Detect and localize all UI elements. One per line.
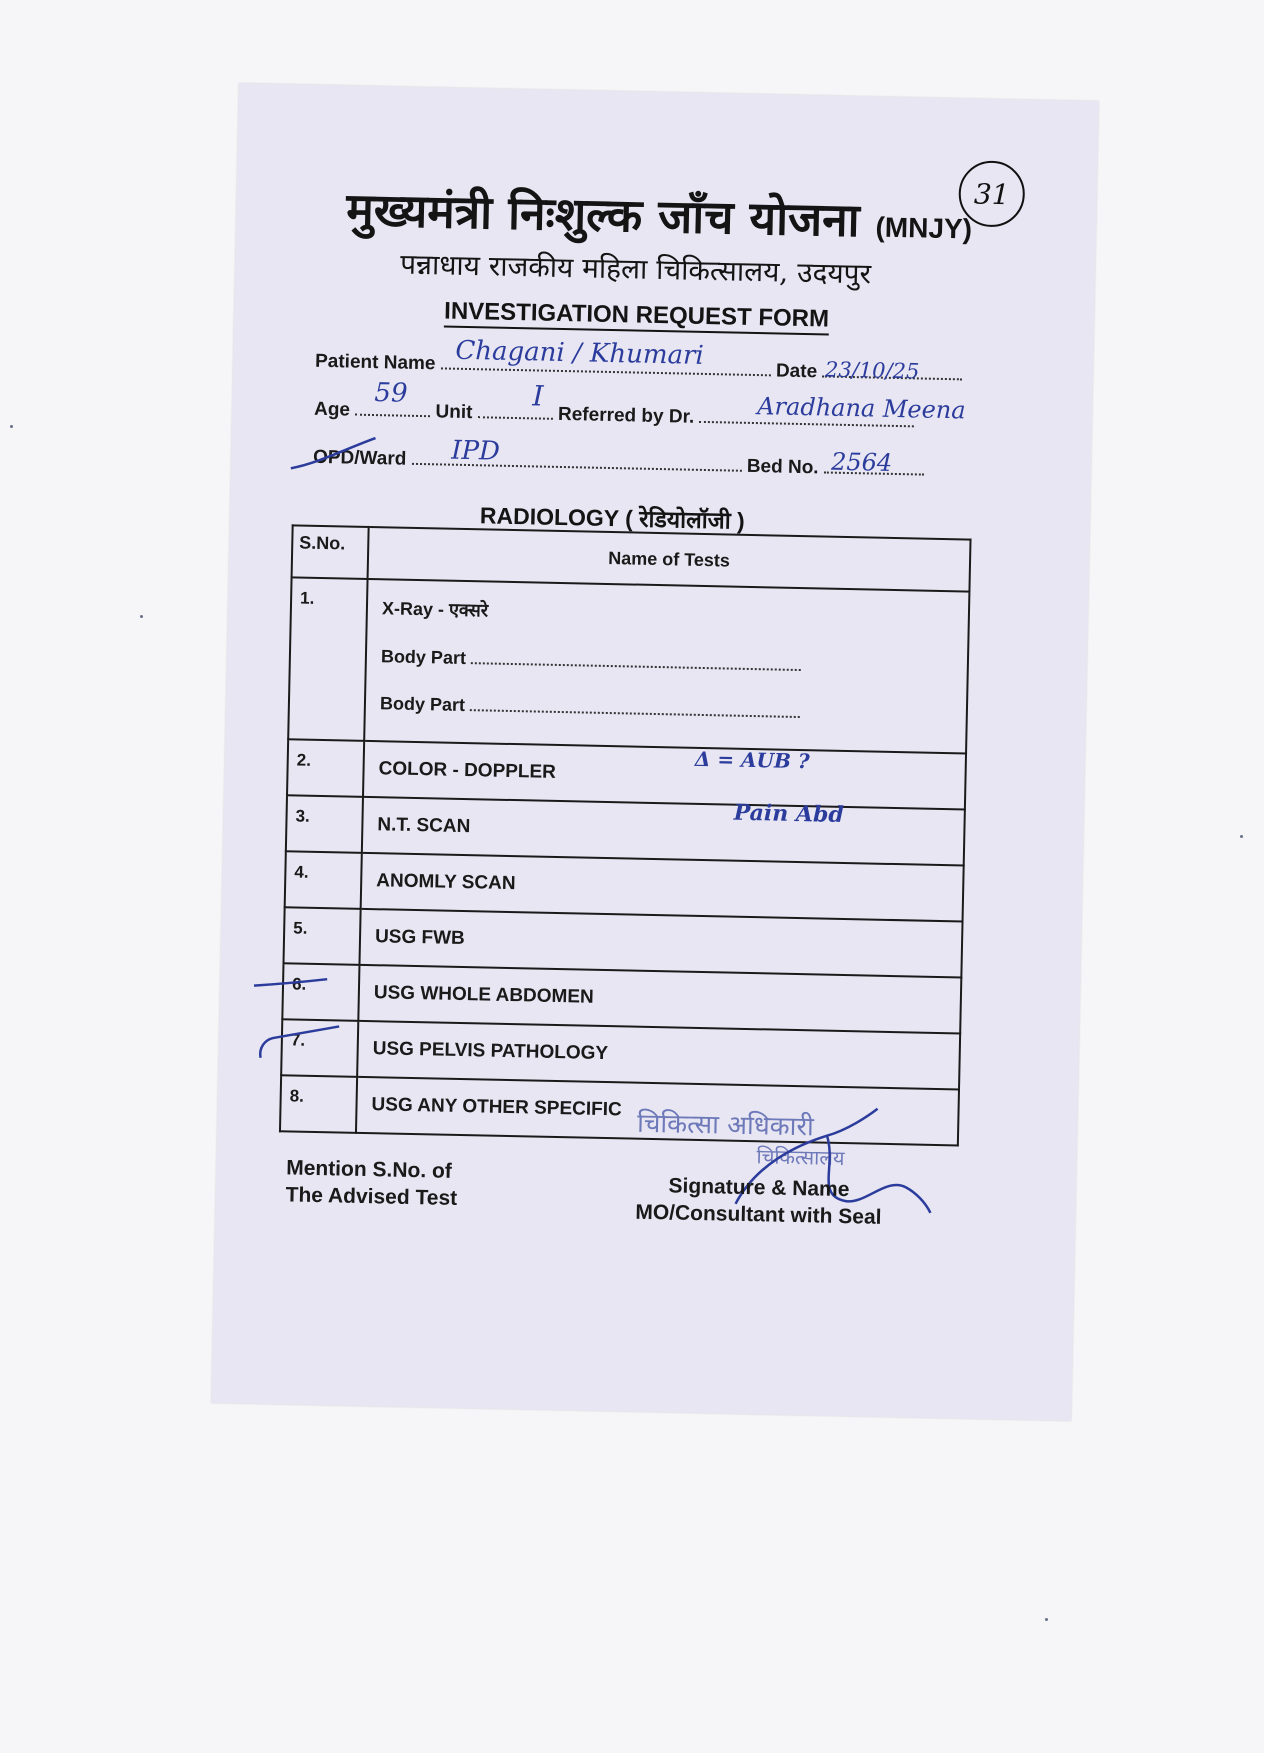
consultant-seal-label: MO/Consultant with Seal — [635, 1200, 882, 1229]
body-part-label: Body Part — [379, 693, 466, 716]
radiology-tests-table — [279, 524, 972, 1146]
official-stamp-line-2: चिकित्सालय — [756, 1144, 845, 1171]
mention-line-1: Mention S.No. of — [285, 1156, 453, 1183]
test-name: USG WHOLE ABDOMEN — [358, 965, 961, 1034]
test-name-header: Name of Tests — [368, 527, 971, 592]
unit-label: Unit — [435, 401, 473, 424]
test-name: ANOMLY SCAN — [361, 853, 964, 922]
xray-cell — [364, 579, 969, 754]
scan-speck — [1045, 1618, 1048, 1621]
opd-strike-mark-icon — [289, 434, 380, 476]
investigation-form-sheet — [211, 83, 1098, 1421]
body-part-line-2 — [380, 693, 952, 726]
signature-block — [635, 1172, 882, 1231]
test-name: USG PELVIS PATHOLOGY — [357, 1021, 960, 1090]
xray-label: X-Ray - एक्सरे — [381, 598, 489, 621]
tick-mark-icon — [252, 974, 332, 996]
mention-line-2: The Advised Test — [285, 1183, 458, 1210]
scheme-title-hindi: मुख्यमंत्री निःशुल्क जाँच योजना — [345, 182, 861, 248]
diagnosis-note: Δ = AUB ? — [694, 746, 810, 774]
bed-no-value: 2564 — [830, 447, 893, 477]
scheme-title — [346, 177, 1047, 254]
body-part-line-1 — [381, 646, 953, 679]
test-name-text: COLOR - DOPPLER — [378, 758, 557, 783]
table-row — [288, 577, 969, 753]
row-number: 1. — [288, 577, 367, 741]
form-title: INVESTIGATION REQUEST FORM — [444, 297, 829, 335]
sno-header: S.No. — [292, 525, 369, 579]
official-stamp-line-1: चिकित्सा अधिकारी — [636, 1108, 815, 1143]
row-number: 2. — [287, 739, 364, 797]
scan-speck — [1240, 835, 1243, 838]
row-number: 3. — [286, 795, 363, 853]
scan-speck — [10, 425, 13, 428]
date-label: Date — [775, 360, 818, 383]
row-number-checked — [281, 1019, 358, 1077]
body-part-label: Body Part — [380, 646, 467, 669]
row-number: 8. — [280, 1075, 357, 1133]
mention-sno-note — [285, 1154, 458, 1212]
referred-by-value: Aradhana Meena — [756, 392, 966, 425]
opd-ward-label: OPD/Ward — [312, 446, 407, 470]
age-value: 59 — [374, 378, 408, 409]
signature-name-label: Signature & Name — [668, 1174, 850, 1202]
row-number: 4. — [285, 851, 362, 909]
bed-no-label: Bed No. — [746, 455, 819, 479]
patient-name-value: Chagani / Khumari — [455, 335, 705, 371]
scheme-abbreviation: (MNJY) — [875, 211, 973, 245]
body-part-dotted-line — [470, 695, 800, 718]
test-name-text: N.T. SCAN — [377, 814, 471, 838]
hospital-name: पन्नाधाय राजकीय महिला चिकित्सालय, उदयपुर — [399, 247, 872, 291]
age-label: Age — [313, 398, 351, 421]
opd-ward-value: IPD — [450, 435, 501, 467]
row-number: 5. — [283, 907, 360, 965]
date-value: 23/10/25 — [824, 357, 920, 384]
patient-name-label: Patient Name — [314, 350, 436, 375]
row-number-text: 6. — [291, 974, 307, 994]
row-number-checked — [282, 963, 359, 1021]
body-part-dotted-line — [471, 648, 801, 671]
test-name: USG FWB — [359, 909, 962, 978]
unit-value: I — [532, 379, 544, 413]
radiology-section-title: RADIOLOGY ( रेडियोलॉजी ) — [479, 502, 746, 534]
test-name: USG ANY OTHER SPECIFIC — [356, 1077, 959, 1146]
complaint-note: Pain Abd — [733, 799, 845, 828]
scan-speck — [140, 615, 143, 618]
tick-mark-icon — [252, 1022, 343, 1064]
referred-by-label: Referred by Dr. — [557, 403, 695, 428]
row-number-text: 7. — [290, 1030, 306, 1050]
serial-number: 31 — [973, 177, 1010, 211]
